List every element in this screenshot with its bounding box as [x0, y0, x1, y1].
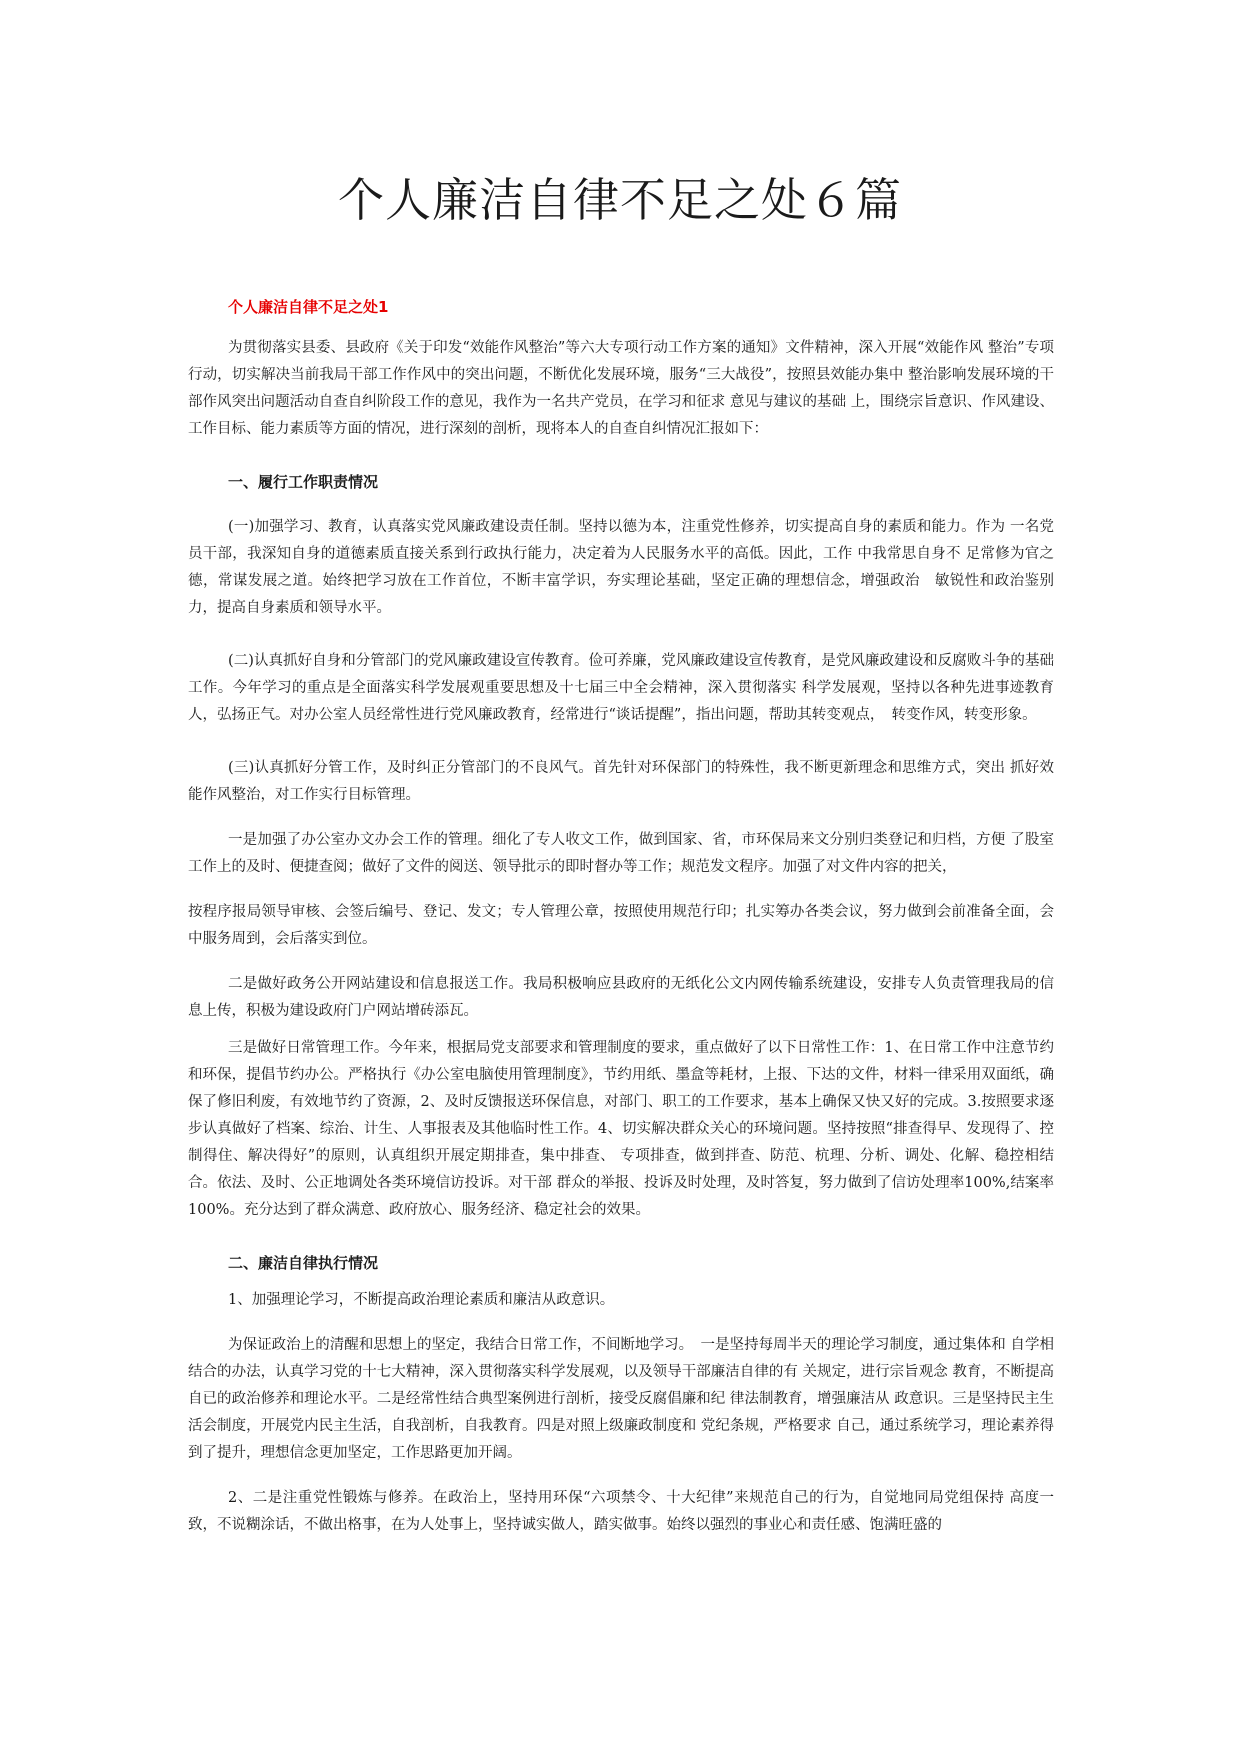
- paragraph: 三是做好日常管理工作。今年来，根据局党支部要求和管理制度的要求，重点做好了以下日常性工作：1、在日常工作中注意节约和环保，提倡节约办公。严格执行《办公室电脑使用管理制度》，节约用纸、墨盒等耗材，上报、下达的文件，材料一律采用双面纸，确保了修旧利废，有效地节约了资源，2、及时反馈报送环保信息，对部门、职工的工作要求，基本上确保又快又好的完成。3.按照要求逐步认真做好了档案、综治、计生、人事报表及其他临时性工作。4、切实解决群众关心的环境问题。坚持按照“排查得早、发现得了、控制得住、解决得好”的原则，认真组织开展定期排查，集中排查、 专项排查，做到拌查、防范、杭理、分析、调处、化解、稳控相结合。依法、及时、公正地调处各类环境信访投诉。对干部 群众的举报、投诉及时处理，及时答复，努力做到了信访处理率100%,结案率100%。充分达到了群众满意、政府放心、服务经济、稳定社会的效果。: [188, 1040, 1054, 1218]
- paragraph: 2、二是注重党性锻炼与修养。在政治上，坚持用环保“六项禁令、十大纪律”来规范自己的行为，自觉地同局党组保持 高度一致，不说糊涂话，不做出格事，在为人处事上，坚持诚实做人，踏实做事。始终以强烈的事业心和责任感、饱满旺盛的: [188, 1490, 1054, 1533]
- document-title: 个人廉洁自律不足之处６篇: [338, 173, 902, 227]
- paragraph: 为保证政治上的清醒和思想上的坚定，我结合日常工作，不间断地学习。 一是坚持每周半天的理论学习制度，通过集体和 自学相结合的办法，认真学习党的十七大精神，深入贯彻落实科学发展观，以及领导干部廉洁自律的有 关规定，进行宗旨观念 教育，不断提高自已的政治修养和理论水平。二是经常性结合典型案例进行剖析，接受反腐倡廉和纪 律法制教育，增强廉洁从 政意识。三是坚持民主生活会制度，开展党内民主生活，自我剖析，自我教育。四是对照上级廉政制度和 党纪条规，严格要求 自己，通过系统学习，理论素养得到了提升，理想信念更加坚定，工作思路更加开阔。: [188, 1337, 1054, 1461]
- paragraph: 1、加强理论学习，不断提高政治理论素质和廉洁从政意识。: [228, 1292, 615, 1308]
- section-heading-2: 二、廉洁自律执行情况: [228, 1254, 379, 1272]
- paragraph: (三)认真抓好分管工作，及时纠正分管部门的不良风气。首先针对环保部门的特殊性，我不断更新理念和思维方式，突出 抓好效能作风整治，对工作实行目标管理。: [188, 760, 1054, 803]
- intro-paragraph: 为贯彻落实县委、县政府《关于印发“效能作风整治”等六大专项行动工作方案的通知》文件精神，深入开展“效能作风 整治”专项行动，切实解决当前我局干部工作作风中的突出问题，不断优化发展环境，服务“三大战役”，按照县效能办集中 整治影响发展环境的干部作风突出问题活动自查自纠阶段工作的意见，我作为一名共产党员，在学习和征求 意见与建议的基础 上，围绕宗旨意识、作风建设、工作目标、能力素质等方面的情况，进行深刻的剖析，现将本人的自查自纠情况汇报如下：: [188, 340, 1054, 437]
- paragraph: 按程序报局领导审核、会签后编号、登记、发文；专人管理公章，按照使用规范行印；扎实筹办各类会议，努力做到会前准备全面，会中服务周到，会后落实到位。: [188, 904, 1054, 947]
- article-subtitle: 个人廉洁自律不足之处1: [228, 298, 389, 316]
- paragraph: 一是加强了办公室办文办会工作的管理。细化了专人收文工作，做到国家、省，市环保局来文分别归类登记和归档，方便 了股室工作上的及时、便捷查阅；做好了文件的阅送、领导批示的即时督办等工作；规范发文程序。加强了对文件内容的把关，: [188, 832, 1054, 875]
- paragraph: (二)认真抓好自身和分管部门的党风廉政建设宣传教育。俭可养廉，党风廉政建设宣传教育，是党风廉政建设和反腐败斗争的基础工作。今年学习的重点是全面落实科学发展观重要思想及十七届三中全会精神，深入贯彻落实 科学发展观，坚持以各种先进事迹教育人，弘扬正气。对办公室人员经常性进行党风廉政教育，经常进行“谈话提醒”，指出问题，帮助其转变观点， 转变作风，转变形象。: [188, 653, 1054, 723]
- document-body: [188, 294, 1054, 1539]
- paragraph: (一)加强学习、教育，认真落实党风廉政建设责任制。坚持以德为本，注重党性修养，切实提高自身的素质和能力。作为 一名党员干部，我深知自身的道德素质直接关系到行政执行能力，决定着为人民服务水平的高低。因此，工作 中我常思自身不 足常修为官之德，常谋发展之道。始终把学习放在工作首位，不断丰富学识，夯实理论基础，坚定正确的理想信念，增强政治 敏锐性和政治鉴别力，提高自身素质和领导水平。: [188, 519, 1054, 616]
- section-heading-1: 一、履行工作职责情况: [228, 473, 379, 491]
- paragraph: 二是做好政务公开网站建设和信息报送工作。我局积极响应县政府的无纸化公文内网传输系统建设，安排专人负责管理我局的信息上传，积极为建设政府门户网站增砖添瓦。: [188, 976, 1054, 1019]
